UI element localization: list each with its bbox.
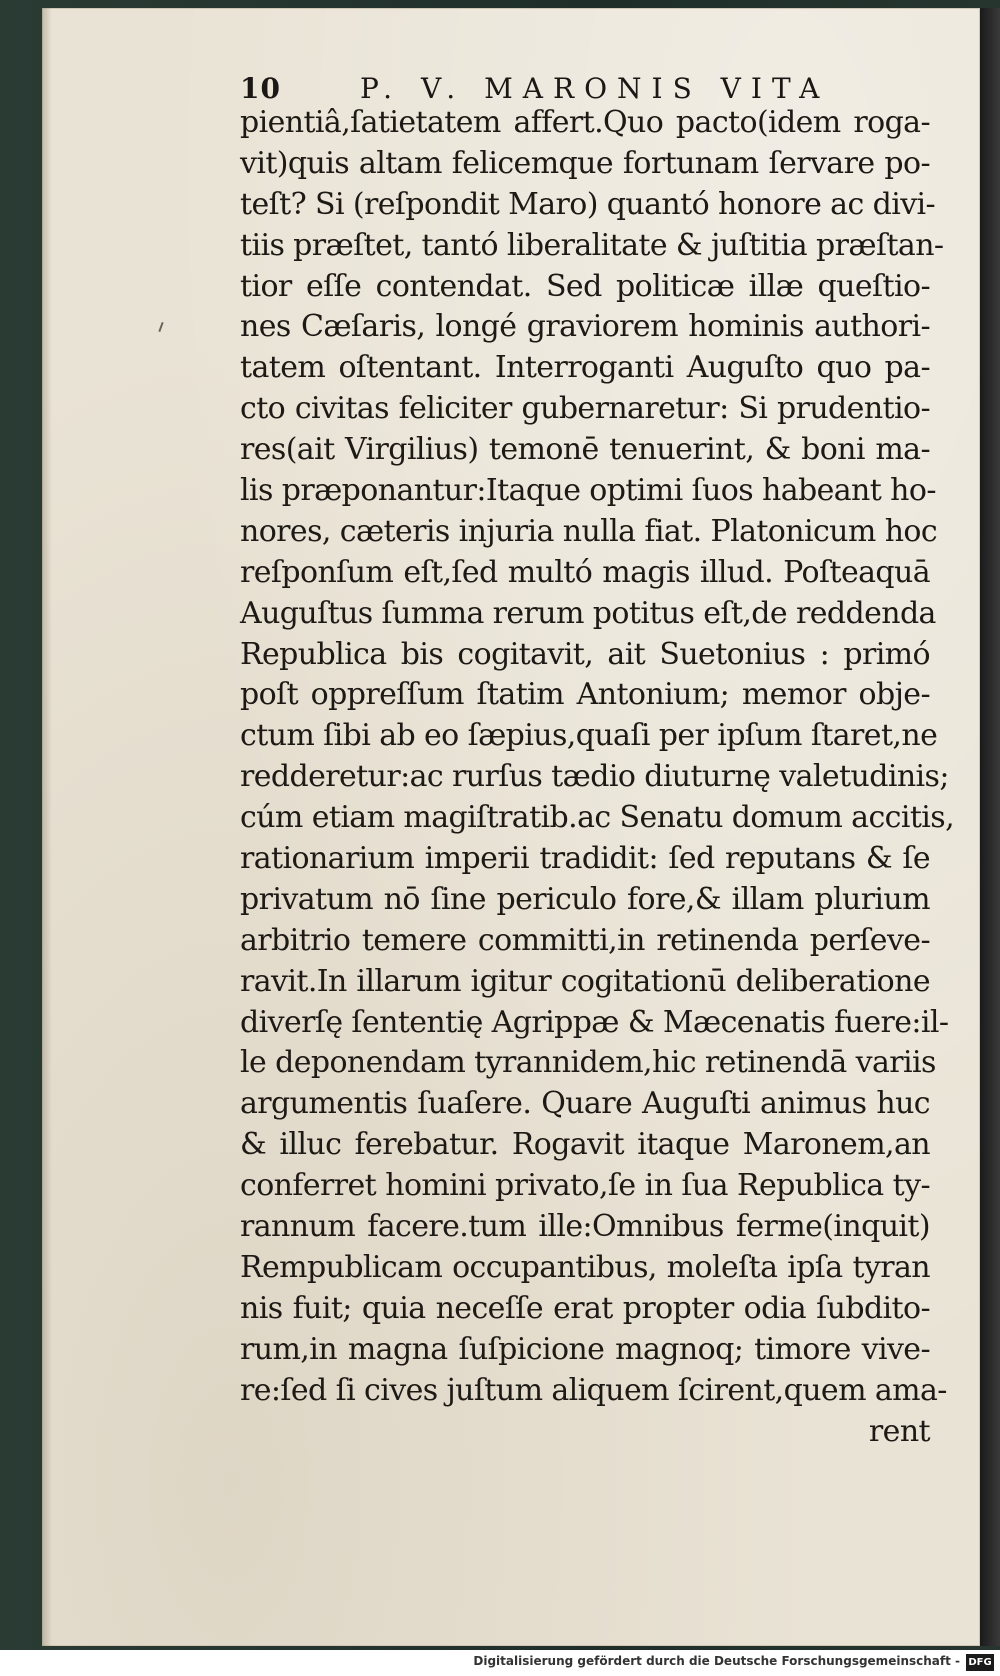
text-line: Rempublicam occupantibus, moleſta ipſa tyran [240, 1249, 930, 1285]
text-line: tatem oſtentant. Interroganti Auguſto quo pa- [240, 350, 930, 386]
text-line: lis præponantur:Itaque optimi ſuos habeant ho- [240, 473, 936, 509]
catchword: rent [868, 1413, 930, 1449]
text-line: nes Cæſaris, longé graviorem hominis authori- [240, 309, 930, 345]
dfg-logo: DFG [966, 1654, 994, 1671]
text-line: arbitrio temere committi,in retinenda perſeve- [240, 922, 930, 958]
text-line: ravit.In illarum igitur cogitationū deliberatione [240, 963, 930, 999]
text-line: Republica bis cogitavit, ait Suetonius : primó [240, 636, 930, 672]
text-line: vit)quis altam felicemque fortunam ſervare po- [240, 145, 930, 181]
text-line: nis fuit; quia neceſſe erat propter odia ſubdito- [240, 1290, 930, 1326]
text-line: le deponendam tyrannidem,hic retinendā variis [240, 1045, 936, 1081]
text-line: diverſę ſententię Agrippæ & Mæcenatis fuere:il- [240, 1004, 949, 1040]
text-line: rannum facere.tum ille:Omnibus ferme(inquit) [240, 1209, 930, 1245]
text-line: Auguſtus ſumma rerum potitus eſt,de reddenda [240, 595, 936, 631]
body-text [240, 103, 955, 1452]
text-line: reſponſum eſt,ſed multó magis illud. Poſteaquā [240, 554, 930, 590]
text-line: poſt oppreſſum ſtatim Antonium; memor obje- [240, 677, 930, 713]
text-line: res(ait Virgilius) temonē tenuerint, & boni ma- [240, 432, 930, 468]
text-line: conferret homini privato,ſe in ſua Republica ty- [240, 1168, 930, 1204]
text-line: pientiâ,ſatietatem affert.Quo pacto(idem roga- [240, 105, 930, 140]
text-line: ctum ſibi ab eo ſæpius,quaſi per ipſum ſtaret,ne [240, 718, 938, 754]
text-line: rationarium imperii tradidit: ſed reputans & ſe [240, 841, 930, 877]
text-line: re:ſed ſi cives juſtum aliquem ſcirent,quem ama- [240, 1372, 947, 1408]
page-number: 10 [240, 72, 281, 105]
text-line: cto civitas feliciter gubernaretur: Si prudentio- [240, 391, 930, 427]
text-line: & illuc ferebatur. Rogavit itaque Maronem,an [240, 1127, 930, 1163]
text-line: cúm etiam magiſtratib.ac Senatu domum accitis, [240, 800, 955, 836]
text-line: redderetur:ac rurſus tædio diuturnę valetudinis; [240, 759, 949, 795]
running-head: P. V. MARONIS VITA [360, 72, 830, 105]
text-line: nores, cæteris injuria nulla fiat. Platonicum hoc [240, 513, 938, 549]
footer-bar [0, 1652, 1000, 1676]
text-line: privatum nō ſine periculo fore,& illam plurium [240, 881, 930, 917]
text-line: tior eſſe contendat. Sed politicæ illæ queſtio- [240, 268, 930, 304]
page-gutter-shadow [42, 8, 52, 1646]
text-line: tiis præſtet, tantó liberalitate & juſtitia præſtan- [240, 227, 944, 263]
page-edge [980, 8, 1000, 1646]
text-line: teſt? Si (reſpondit Maro) quantó honore ac divi- [240, 186, 936, 222]
text-line: argumentis ſuaſere. Quare Auguſti animus huc [240, 1086, 930, 1122]
text-line: rum,in magna ſuſpicione magnoq; timore vive- [240, 1331, 930, 1367]
funding-credit: Digitalisierung gefördert durch die Deutsche Forschungsgemeinschaft - [473, 1654, 960, 1668]
